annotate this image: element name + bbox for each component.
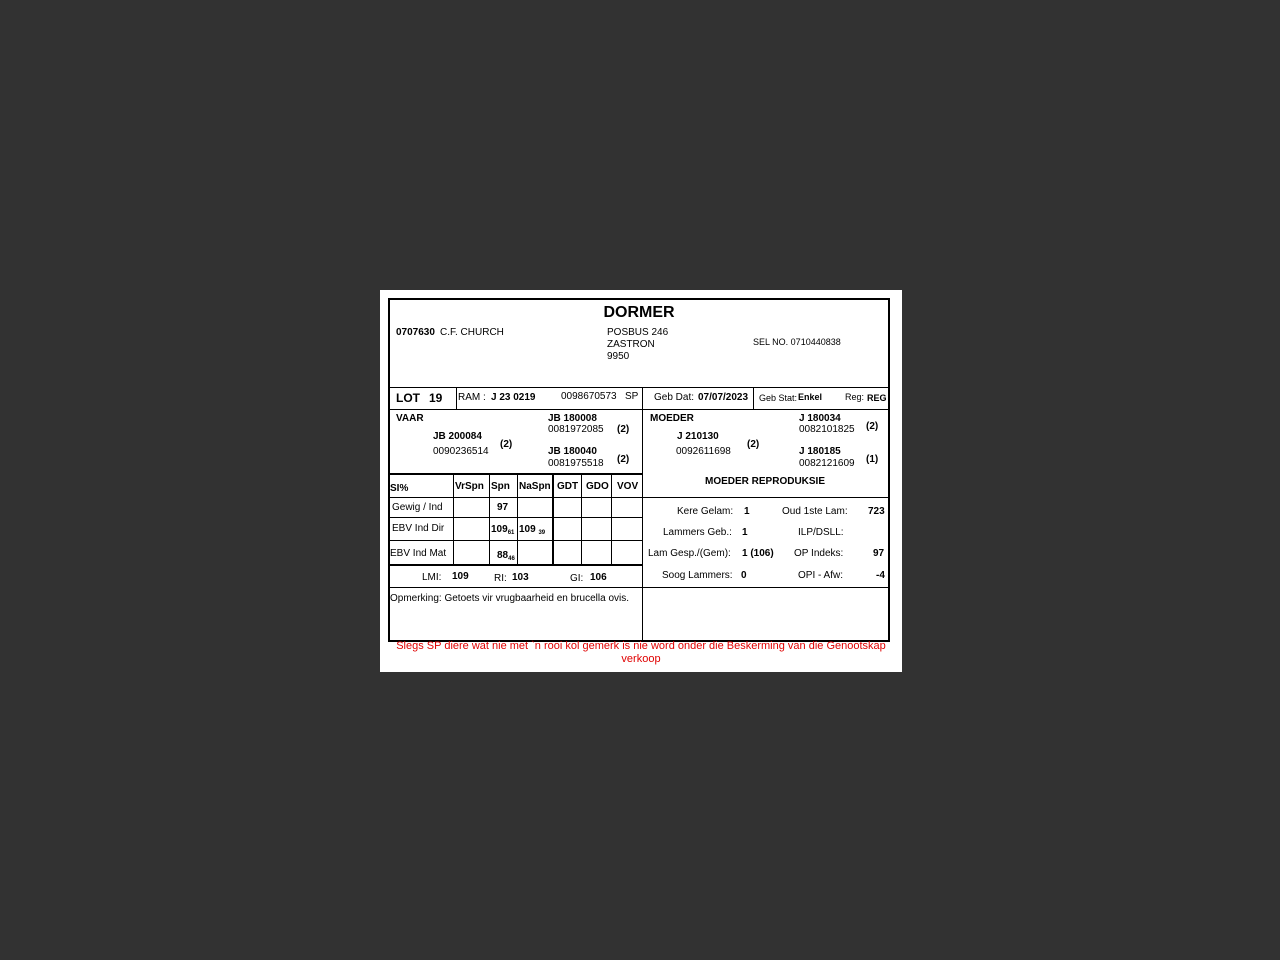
naspn-value [519, 525, 545, 536]
row-label: EBV Ind Mat [390, 548, 447, 559]
lambs-born-value: 1 [742, 527, 748, 538]
lambs-weaned-value: 1 (106) [742, 548, 774, 559]
divider [390, 517, 642, 518]
op-index-label: OP Indeks: [794, 548, 844, 559]
spn-value [497, 551, 515, 562]
divider [390, 587, 888, 588]
footer-notice: Slegs SP diere wat nie met `n rooi kol gemerk is nie word onder die Beskerming van die Genootskap verkoop [396, 640, 886, 665]
opi-deviation-label: OPI - Afw: [798, 570, 844, 581]
sire-dam-id: JB 180040 [548, 446, 597, 457]
sel-number: SEL NO. 0710440838 [753, 337, 841, 347]
birth-status-label: Geb Stat: [759, 393, 798, 403]
divider [390, 540, 642, 541]
lambs-weaned-label: Lam Gesp./(Gem): [648, 548, 731, 559]
dam-registration: 0092611698 [676, 446, 731, 457]
sire-sire-id: JB 180008 [548, 413, 597, 424]
lambings-label: Kere Gelam: [677, 506, 734, 517]
divider [611, 474, 612, 565]
breed-title: DORMER [603, 304, 675, 321]
address-line-3: 9950 [607, 351, 630, 362]
reg-label: Reg: [845, 392, 865, 402]
op-index-value: 97 [873, 548, 885, 559]
spn-main: 88 [497, 550, 509, 561]
divider [390, 497, 642, 498]
row-label: Gewig / Ind [392, 502, 443, 513]
dam-sire-registration: 0082101825 [799, 424, 855, 435]
sire-registration: 0090236514 [433, 446, 489, 457]
naspn-main: 109 [519, 524, 536, 535]
sire-dam-count: (2) [617, 454, 630, 465]
dam-dam-id: J 180185 [799, 446, 841, 457]
dam-id: J 210130 [677, 431, 719, 442]
divider [453, 474, 454, 565]
sire-label: VAAR [396, 413, 424, 424]
divider [642, 409, 643, 641]
ram-label: RAM : [458, 392, 486, 403]
ilp-label: ILP/DSLL: [798, 527, 844, 538]
divider [642, 387, 643, 409]
gdo-header: GDO [586, 481, 609, 492]
birth-date: 07/07/2023 [698, 392, 749, 403]
dam-label: MOEDER [650, 413, 694, 424]
suckling-lambs-label: Soog Lammers: [662, 570, 733, 581]
si-header: SI% [390, 483, 409, 494]
vov-header: VOV [617, 481, 639, 492]
divider [390, 564, 642, 566]
birth-status: Enkel [798, 392, 823, 402]
owner-name: C.F. CHURCH [440, 327, 504, 338]
age-first-lamb-label: Oud 1ste Lam: [782, 506, 848, 517]
birth-date-label: Geb Dat: [654, 392, 695, 403]
gi-value: 106 [590, 572, 607, 583]
row-label: EBV Ind Dir [392, 523, 445, 534]
naspn-sub: 39 [538, 530, 546, 536]
spn-value: 97 [497, 502, 509, 513]
ram-id: J 23 0219 [491, 392, 536, 403]
dam-count: (2) [747, 439, 760, 450]
auction-sheet [380, 290, 902, 672]
age-first-lamb-value: 723 [868, 506, 885, 517]
sire-dam-registration: 0081975518 [548, 458, 604, 469]
divider [753, 387, 754, 409]
divider [552, 474, 554, 565]
member-number: 0707630 [396, 327, 435, 338]
divider [581, 474, 582, 565]
opi-deviation-value: -4 [876, 570, 885, 581]
divider [517, 474, 518, 565]
suckling-lambs-value: 0 [741, 570, 747, 581]
divider [642, 497, 888, 498]
sire-count: (2) [500, 439, 513, 450]
divider [390, 409, 888, 410]
divider [390, 387, 888, 388]
naspn-header: NaSpn [519, 481, 551, 492]
spn-sub: 61 [507, 530, 515, 536]
ri-label: RI: [494, 573, 507, 584]
gdt-header: GDT [557, 481, 579, 492]
lmi-value: 109 [452, 571, 469, 582]
lot-card [388, 298, 890, 642]
ram-registration: 0098670573 [561, 391, 617, 402]
reg-value: REG [867, 393, 887, 403]
spn-main: 109 [491, 524, 508, 535]
reproduction-title: MOEDER REPRODUKSIE [704, 476, 825, 487]
lambings-value: 1 [744, 506, 750, 517]
gi-label: GI: [570, 573, 584, 584]
lmi-label: LMI: [422, 572, 442, 583]
sire-sire-registration: 0081972085 [548, 424, 604, 435]
remark: Opmerking: Getoets vir vrugbaarheid en brucella ovis. [390, 593, 630, 604]
dam-sire-count: (2) [866, 421, 879, 432]
sire-sire-count: (2) [617, 424, 630, 435]
spn-sub: 46 [508, 556, 515, 562]
dam-dam-count: (1) [866, 454, 879, 465]
address-line-2: ZASTRON [607, 339, 655, 350]
lot-number: 19 [429, 391, 443, 405]
divider [456, 387, 457, 409]
ram-grade: SP [625, 391, 639, 402]
dam-dam-registration: 0082121609 [799, 458, 855, 469]
vrspn-header: VrSpn [455, 481, 484, 492]
ri-value: 103 [512, 572, 529, 583]
sire-id: JB 200084 [433, 431, 482, 442]
divider [390, 473, 642, 475]
dam-sire-id: J 180034 [799, 413, 841, 424]
lot-label: LOT [396, 391, 420, 405]
spn-header: Spn [491, 481, 510, 492]
spn-value [491, 525, 514, 536]
address-line-1: POSBUS 246 [607, 327, 669, 338]
lambs-born-label: Lammers Geb.: [663, 527, 732, 538]
divider [489, 474, 490, 565]
